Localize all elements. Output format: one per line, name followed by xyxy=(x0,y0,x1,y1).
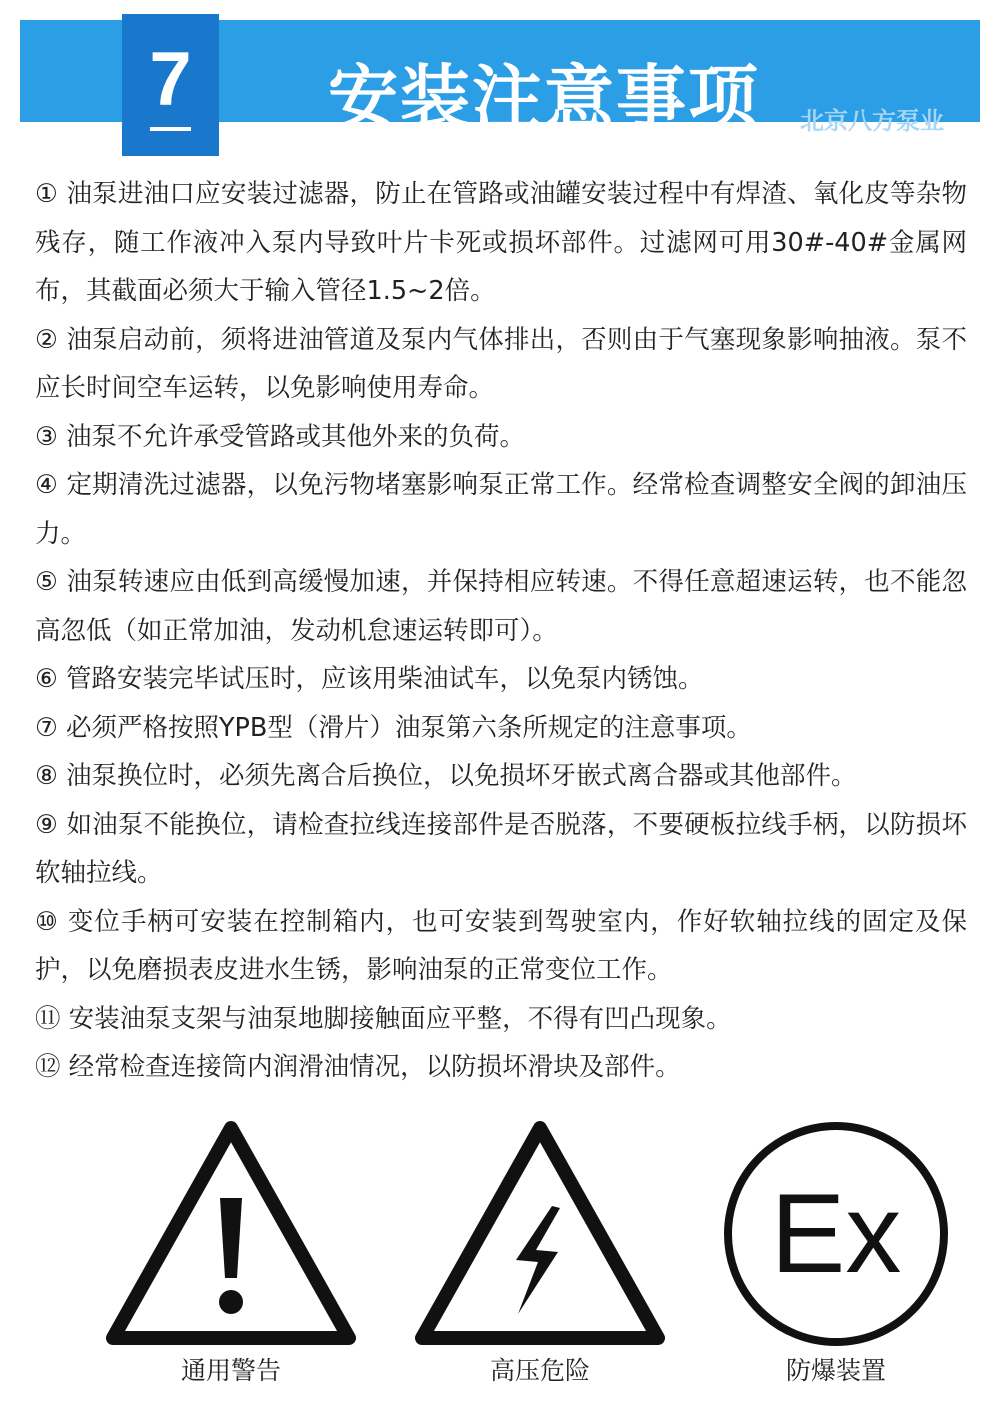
installation-notes xyxy=(35,170,967,1092)
note-item: ⑩ 变位手柄可安装在控制箱内，也可安装到驾驶室内，作好软轴拉线的固定及保护，以免磨损表皮进水生锈，影响油泵的正常变位工作。 xyxy=(35,906,967,985)
note-item: ⑪ 安装油泵支架与油泵地脚接触面应平整，不得有凹凸现象。 xyxy=(35,1003,732,1034)
section-number-underline xyxy=(150,127,191,131)
note-item: ⑤ 油泵转速应由低到高缓慢加速，并保持相应转速。不得任意超速运转，也不能忽高忽低（如正常加油，发动机怠速运转即可）。 xyxy=(35,567,967,646)
note-item: ⑨ 如油泵不能换位，请检查拉线连接部件是否脱落，不要硬板拉线手柄，以防损坏软轴拉线。 xyxy=(35,809,967,888)
note-item: ⑫ 经常检查连接筒内润滑油情况，以防损坏滑块及部件。 xyxy=(35,1052,681,1082)
note-item: ⑦ 必须严格按照YPB型（滑片）油泵第六条所规定的注意事项。 xyxy=(35,712,752,743)
page-title: 安装注意事项 xyxy=(328,57,760,139)
explosion-proof-icon xyxy=(720,1118,952,1350)
note-item: ② 油泵启动前，须将进油管道及泵内气体排出，否则由于气塞现象影响抽液。泵不应长时间空车运转，以免影响使用寿命。 xyxy=(35,324,967,403)
note-item: ⑥ 管路安装完毕试压时，应该用柴油试车，以免泵内锈蚀。 xyxy=(35,664,704,694)
brand-watermark: 北京八方泵业 xyxy=(800,106,944,135)
general-warning-sign xyxy=(103,1118,359,1350)
explosion-proof-symbol: Ex xyxy=(770,1171,902,1296)
note-item: ③ 油泵不允许承受管路或其他外来的负荷。 xyxy=(35,421,525,452)
section-number: 7 xyxy=(149,37,192,122)
note-item: ⑧ 油泵换位时，必须先离合后换位，以免损坏牙嵌式离合器或其他部件。 xyxy=(35,761,857,791)
section-number-box xyxy=(122,14,219,156)
note-item: ④ 定期清洗过滤器，以免污物堵塞影响泵正常工作。经常检查调整安全阀的卸油压力。 xyxy=(35,470,967,549)
high-voltage-label: 高压危险 xyxy=(489,1356,590,1385)
general-warning-icon xyxy=(103,1118,359,1350)
general-warning-label: 通用警告 xyxy=(180,1356,281,1385)
note-item: ① 油泵进油口应安装过滤器，防止在管路或油罐安装过程中有焊渣、氧化皮等杂物残存，随工作液冲入泵内导致叶片卡死或损坏部件。过滤网可用30#-40#金属网布，其截面必须大于输入管径1.5~2倍。 xyxy=(35,179,967,306)
explosion-proof-sign xyxy=(720,1118,952,1350)
explosion-proof-label: 防爆装置 xyxy=(785,1356,886,1385)
high-voltage-sign xyxy=(412,1118,668,1350)
high-voltage-icon xyxy=(412,1118,668,1350)
